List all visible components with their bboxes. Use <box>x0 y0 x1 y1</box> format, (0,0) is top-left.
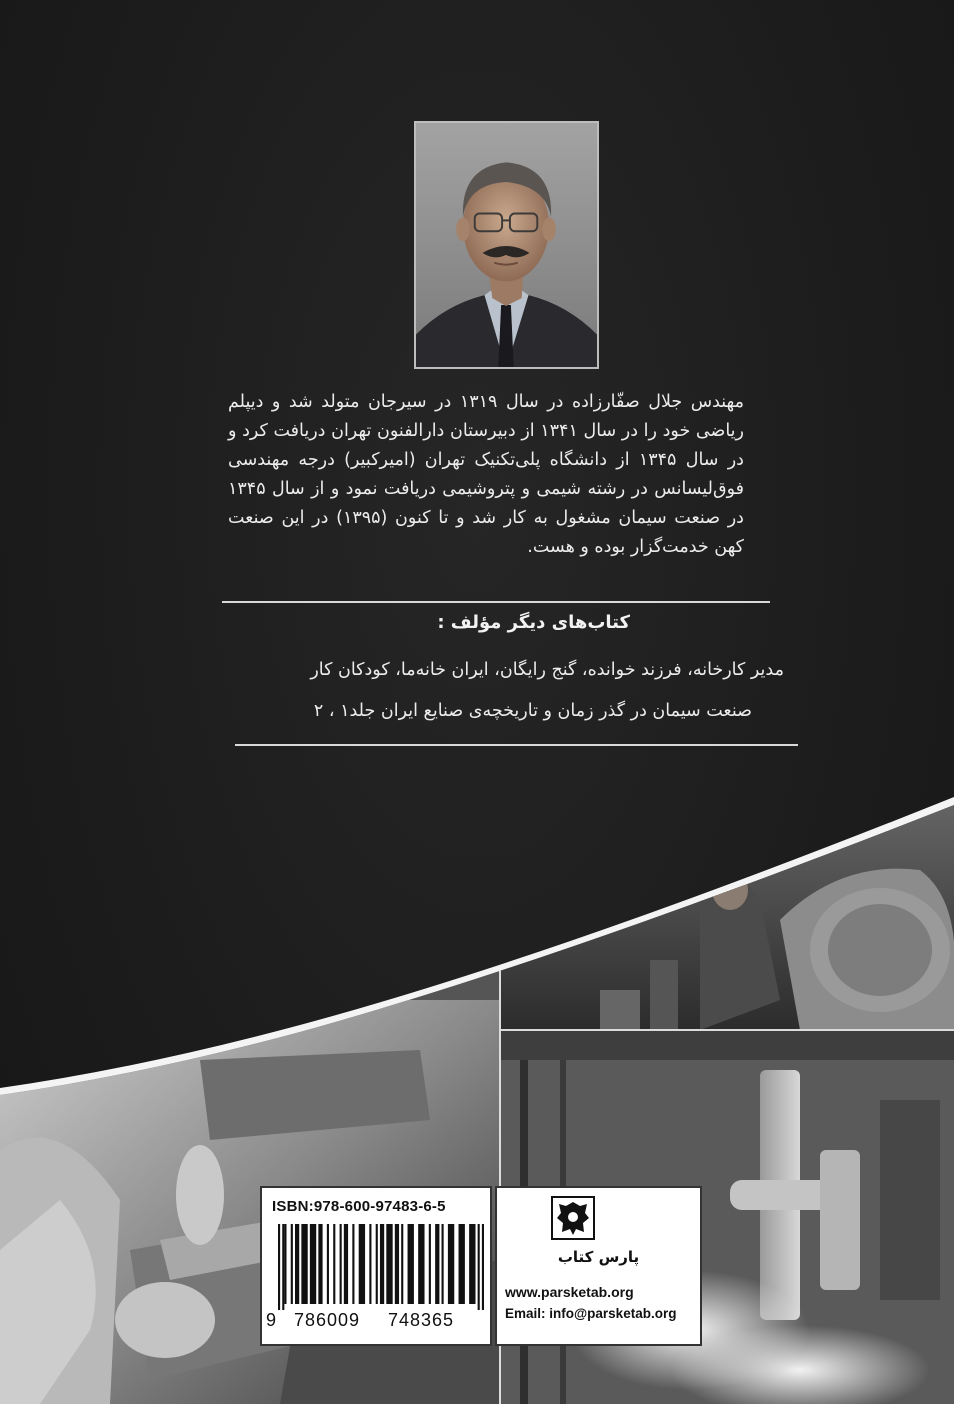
barcode-icon <box>278 1224 484 1310</box>
barcode-panel <box>260 1186 492 1346</box>
barcode-bar <box>386 1224 392 1304</box>
barcode-digits-right: 748365 <box>388 1310 455 1330</box>
barcode-bar <box>380 1224 384 1304</box>
barcode-bar <box>284 1224 286 1304</box>
barcode-bar <box>482 1224 484 1310</box>
barcode-bar <box>418 1224 424 1304</box>
barcode-bar <box>282 1224 284 1310</box>
barcode-bar <box>442 1224 444 1304</box>
barcode-bar <box>395 1224 399 1304</box>
barcode-bar <box>318 1224 322 1304</box>
barcode-bar <box>478 1224 480 1310</box>
barcode-bar <box>344 1224 348 1304</box>
barcode-bar <box>327 1224 329 1304</box>
publisher-name: پارس کتاب <box>557 1248 640 1266</box>
barcode-bar <box>369 1224 371 1304</box>
barcode-bar <box>295 1224 299 1304</box>
barcode-bar <box>278 1224 280 1310</box>
publisher-emblem-icon <box>551 1196 595 1240</box>
other-books-line: مدیر کارخانه، فرزند خوانده، گنج رایگان، ایران خانه‌ما، کودکان کار <box>310 660 784 680</box>
barcode-bar <box>340 1224 342 1304</box>
barcode-bar <box>408 1224 414 1304</box>
barcode-bar <box>359 1224 365 1304</box>
barcode-bar <box>291 1224 293 1304</box>
barcode-bar <box>448 1224 454 1304</box>
publisher-email: Email: info@parsketab.org <box>505 1306 677 1321</box>
barcode-bar <box>401 1224 403 1304</box>
other-books-line: صنعت سیمان در گذر زمان و تاریخچه‌ی صنایع ایران جلد۱ ، ۲ <box>313 701 752 721</box>
isbn-number: ISBN:978-600-97483-6-5 <box>272 1198 446 1215</box>
barcode-bar <box>376 1224 378 1304</box>
barcode-bar <box>435 1224 439 1304</box>
author-bio: مهندس جلال صفّارزاده در سال ۱۳۱۹ در سیرجان متولد شد و دیپلم ریاضی خود را در سال ۱۳۴۱ از دبیرستان دارالفنون تهران دریافت کرد و در سال ۱۳۴۵ از دانشگاه پلی‌تکنیک تهران (امیرکبیر) درجه مهندسی فوق‌لیسانس در رشته شیمی و پتروشیمی دریافت نمود و از سال ۱۳۴۵ در صنعت سیمان مشغول به کار شد و تا کنون (۱۳۹۵) در این صنعت کهن خدمت‌گزار بوده و هست. <box>228 392 744 557</box>
publisher-panel <box>495 1186 702 1346</box>
barcode-bar <box>459 1224 465 1304</box>
barcode-bar <box>469 1224 475 1304</box>
barcode-bar <box>310 1224 316 1304</box>
barcode-lead-digit: 9 <box>266 1310 277 1330</box>
barcode-bar <box>301 1224 307 1304</box>
barcode-digits-left: 786009 <box>294 1310 361 1330</box>
publisher-website: www.parsketab.org <box>505 1284 634 1300</box>
other-books-heading: کتاب‌های دیگر مؤلف : <box>437 612 630 633</box>
barcode-bar <box>352 1224 354 1304</box>
barcode-bar <box>333 1224 335 1304</box>
barcode-bar <box>429 1224 431 1304</box>
